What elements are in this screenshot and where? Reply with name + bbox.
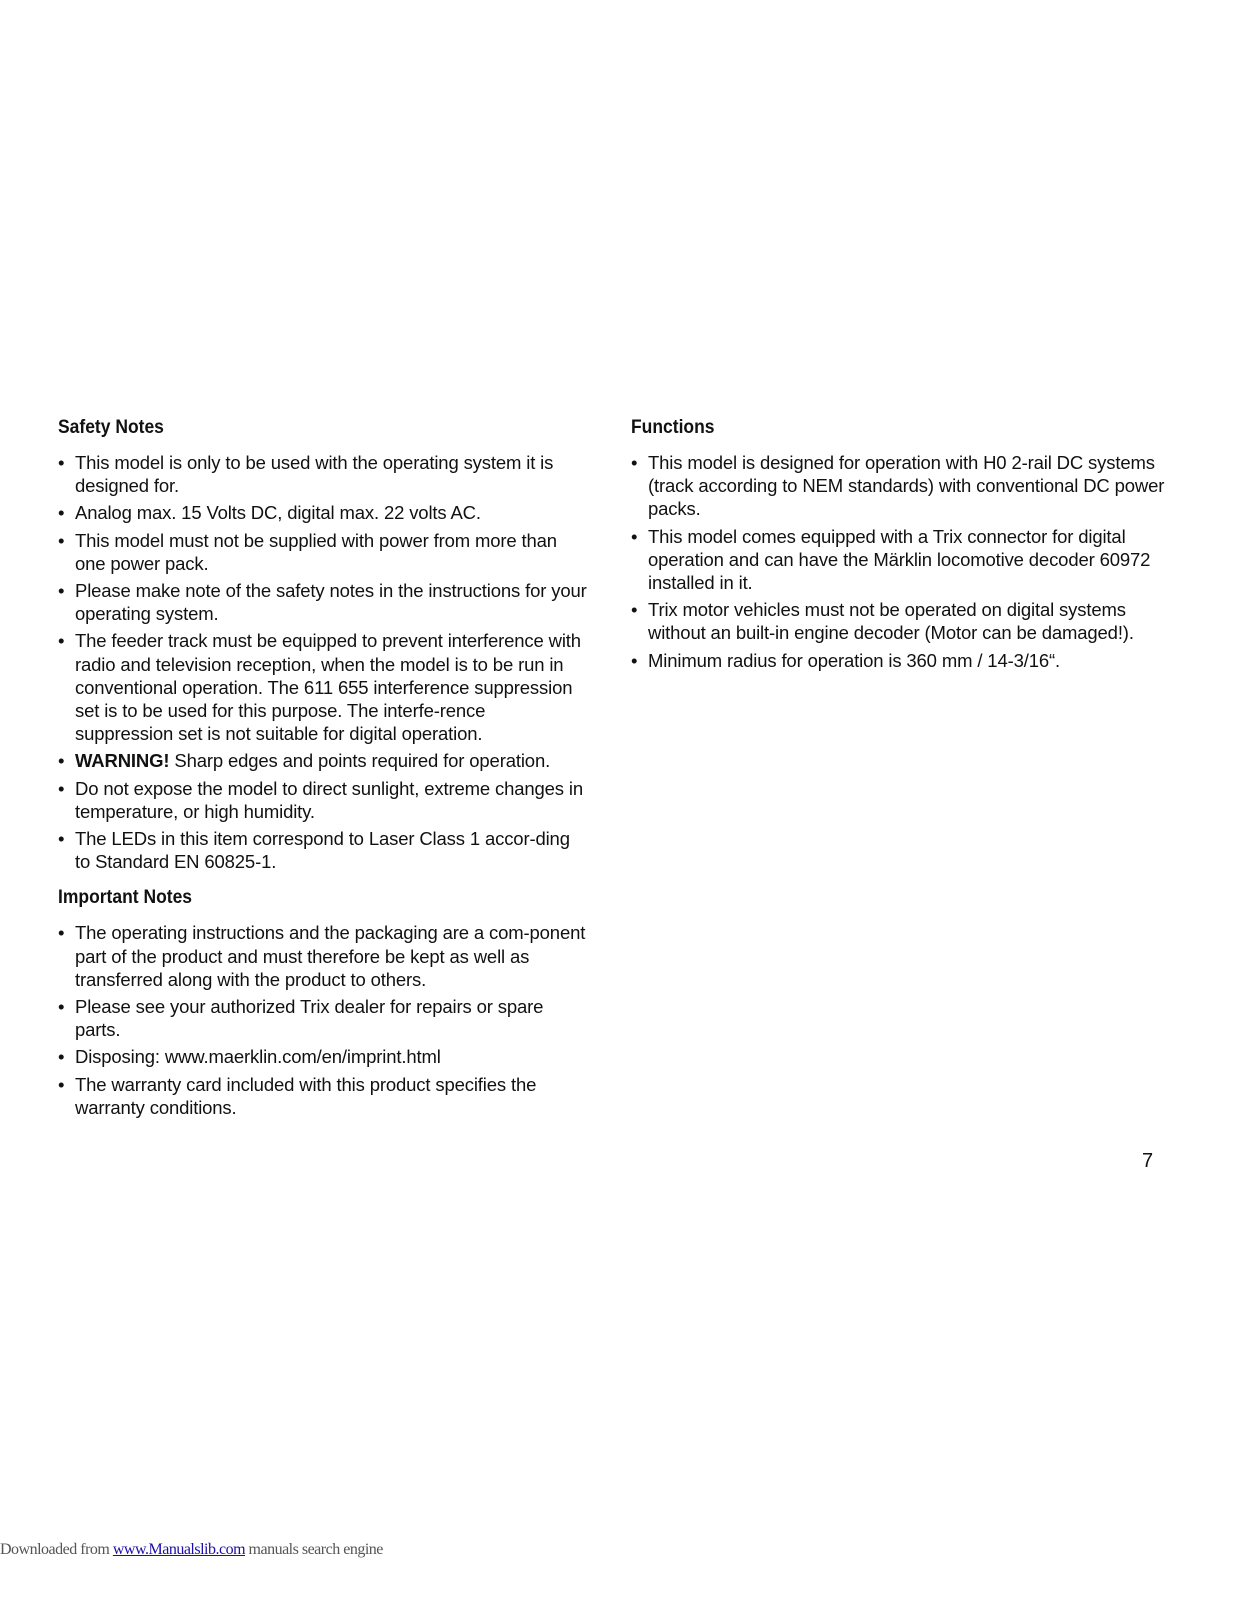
list-item-text: Please see your authorized Trix dealer for repairs or spare parts. bbox=[75, 996, 544, 1041]
list-item-text: This model comes equipped with a Trix connector for digital operation and can have the Märklin locomotive decoder 60972 installed in it. bbox=[648, 525, 1151, 594]
list-item bbox=[58, 1045, 588, 1068]
bullet-icon: • bbox=[631, 649, 638, 671]
download-footer bbox=[0, 1541, 383, 1559]
list-item bbox=[631, 598, 1176, 644]
bullet-icon: • bbox=[58, 529, 65, 551]
list-item bbox=[58, 921, 588, 991]
list-item bbox=[58, 629, 588, 745]
list-item-text: The operating instructions and the packaging are a com-ponent part of the product and must therefore be kept as well as transferred along with the product to others. bbox=[75, 922, 586, 990]
bullet-icon: • bbox=[58, 630, 65, 652]
list-item bbox=[631, 649, 1176, 672]
bullet-icon: • bbox=[631, 452, 638, 473]
functions-list bbox=[631, 451, 1176, 672]
list-item-text: This model is designed for operation with H0 2-rail DC systems (track according to NEM standards) with conventional DC power packs. bbox=[648, 452, 1165, 520]
footer-prefix: Downloaded from bbox=[0, 1541, 113, 1558]
bullet-icon: • bbox=[58, 580, 65, 602]
list-item bbox=[58, 579, 588, 625]
page-number: 7 bbox=[1142, 1150, 1154, 1172]
list-item bbox=[58, 501, 588, 524]
list-item-text: The warranty card included with this product specifies the warranty conditions. bbox=[75, 1073, 537, 1118]
bullet-icon: • bbox=[58, 452, 65, 473]
footer-suffix: manuals search engine bbox=[245, 1541, 383, 1558]
important-notes-heading: Important Notes bbox=[58, 887, 193, 909]
warning-label: WARNING! bbox=[75, 750, 170, 772]
left-column bbox=[58, 415, 588, 1123]
list-item bbox=[58, 777, 588, 823]
list-item bbox=[58, 529, 588, 575]
list-item bbox=[58, 1073, 588, 1119]
list-item-text: This model is only to be used with the operating system it is designed for. bbox=[75, 452, 554, 497]
list-item-text: The feeder track must be equipped to prevent interference with radio and television reception, when the model is to be run in conventional operation. The 611 655 interference suppression set is to be used for this purpose. The interfe-rence suppression set is not suitable for digital operation. bbox=[75, 630, 581, 745]
list-item-text: Do not expose the model to direct sunlight, extreme changes in temperature, or high humidity. bbox=[75, 777, 583, 822]
safety-notes-heading: Safety Notes bbox=[58, 417, 164, 438]
list-item-text: Trix motor vehicles must not be operated on digital systems without an built-in engine decoder (Motor can be damaged!). bbox=[648, 599, 1134, 644]
bullet-icon: • bbox=[58, 750, 65, 772]
list-item-text: Minimum radius for operation is 360 mm / 14-3/16“. bbox=[648, 649, 1061, 671]
list-item-text: Please make note of the safety notes in the instructions for your operating system. bbox=[75, 580, 587, 625]
warning-item bbox=[58, 749, 588, 772]
list-item bbox=[631, 451, 1176, 521]
list-item bbox=[58, 827, 588, 873]
warning-text: Sharp edges and points required for operation. bbox=[174, 750, 551, 772]
bullet-icon: • bbox=[58, 828, 65, 850]
bullet-icon: • bbox=[58, 1073, 65, 1095]
list-item bbox=[58, 995, 588, 1041]
list-item-text: Analog max. 15 Volts DC, digital max. 22 volts AC. bbox=[75, 502, 481, 524]
important-notes-list bbox=[58, 921, 588, 1119]
bullet-icon: • bbox=[58, 922, 65, 944]
bullet-icon: • bbox=[631, 525, 638, 547]
list-item-text: Disposing: www.maerklin.com/en/imprint.html bbox=[75, 1046, 441, 1068]
list-item bbox=[631, 525, 1176, 595]
manualslib-link[interactable]: www.Manualslib.com bbox=[112, 1541, 246, 1558]
bullet-icon: • bbox=[58, 1046, 65, 1068]
bullet-icon: • bbox=[631, 599, 638, 621]
functions-heading: Functions bbox=[631, 417, 715, 438]
bullet-icon: • bbox=[58, 777, 65, 799]
right-column bbox=[631, 415, 1176, 676]
bullet-icon: • bbox=[58, 996, 65, 1018]
safety-notes-list bbox=[58, 451, 588, 873]
list-item bbox=[58, 451, 588, 497]
bullet-icon: • bbox=[58, 502, 65, 524]
list-item-text: This model must not be supplied with power from more than one power pack. bbox=[75, 529, 557, 574]
list-item-text: The LEDs in this item correspond to Laser Class 1 accor-ding to Standard EN 60825-1. bbox=[75, 828, 570, 873]
